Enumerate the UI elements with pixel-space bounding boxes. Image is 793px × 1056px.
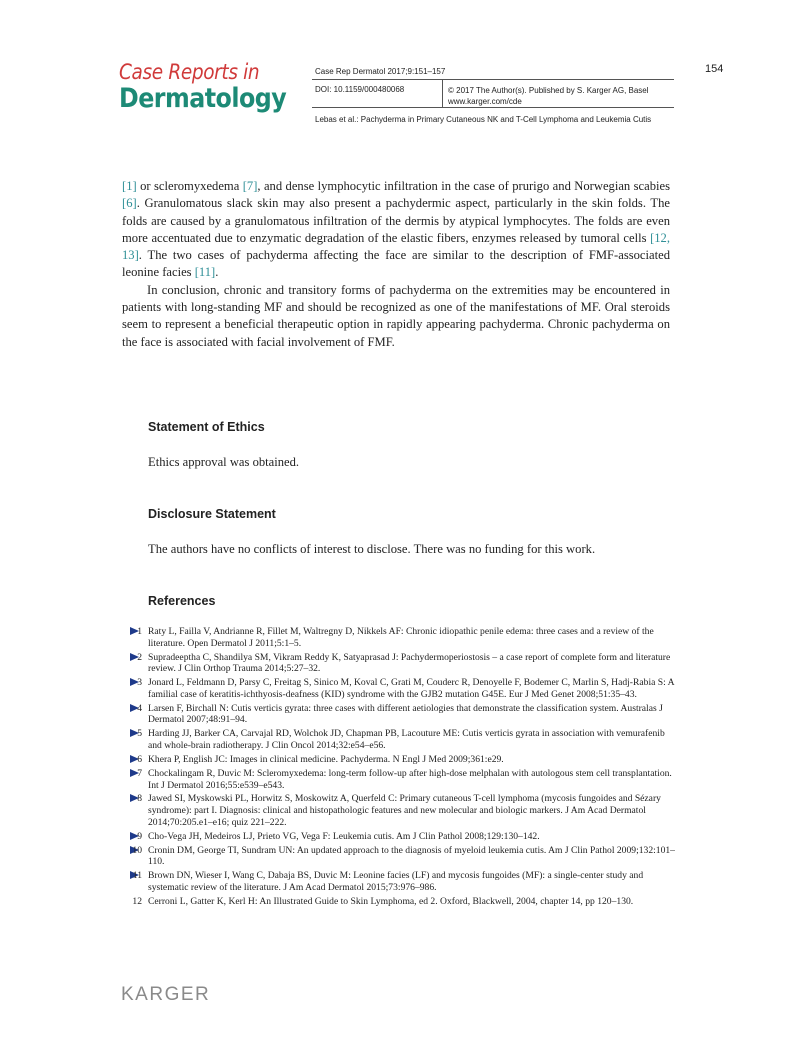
reference-item xyxy=(118,677,678,700)
reference-text: Cerroni L, Gatter K, Kerl H: An Illustrated Guide to Skin Lymphoma, ed 2. Oxford, Blackwell, 2004, chapter 14, pp 120–130. xyxy=(148,895,634,907)
body-text xyxy=(122,178,670,351)
reference-text: Supradeeptha C, Shandilya SM, Vikram Reddy K, Satyaprasad J: Pachydermoperiostosis – a case report of complete form and literature review. J Clin Orthop Trauma 2014;5:27–32. xyxy=(148,651,671,675)
publisher-logo: KARGER xyxy=(121,984,211,1005)
journal-reference: Case Rep Dermatol 2017;9:151–157 xyxy=(315,67,446,76)
reference-number: 4 xyxy=(137,702,142,714)
reference-marker xyxy=(118,652,148,675)
reference-number: 9 xyxy=(137,830,142,842)
paragraph-text: . Granulomatous slack skin may also present a pachydermic aspect, particularly in the skin folds. The folds are caused by a granulomatous infiltration of the dermis by atypical lymphocytes. The folds are even more accentuated due to enzymatic degradation of the elastic fibers, enzymes released by tumoral cells xyxy=(122,196,670,245)
reference-item xyxy=(118,703,678,726)
logo-line-2: Dermatology xyxy=(119,83,287,114)
header-divider-bottom xyxy=(312,107,674,108)
paragraph-text: . The two cases of pachyderma affecting the face are similar to the description of FMF-associated leonine facies xyxy=(122,248,670,280)
reference-marker xyxy=(118,845,148,868)
reference-text: Larsen F, Birchall N: Cutis verticis gyrata: three cases with different aetiologies that demonstrate the classification system. Australas J Dermatol 2007;48:91–94. xyxy=(148,702,663,726)
reference-item xyxy=(118,728,678,751)
ethics-text: Ethics approval was obtained. xyxy=(148,455,300,469)
reference-marker xyxy=(118,677,148,700)
reference-number: 11 xyxy=(132,870,142,882)
reference-item xyxy=(118,870,678,893)
header-divider-top xyxy=(312,79,674,80)
reference-number: 5 xyxy=(137,728,142,740)
reference-marker xyxy=(118,768,148,791)
header-column-divider xyxy=(442,80,443,107)
reference-number: 3 xyxy=(137,677,142,689)
reference-text: Chockalingam R, Duvic M: Scleromyxedema: long-term follow-up after high-dose melphalan with autologous stem cell transplantation. Int J Dermatol 2016;55:e539–e543. xyxy=(148,767,672,791)
logo-line-1: Case Reports in xyxy=(119,60,260,84)
reference-list xyxy=(118,626,678,910)
journal-logo xyxy=(119,60,294,114)
reference-marker xyxy=(118,870,148,893)
doi-text[interactable]: DOI: 10.1159/000480068 xyxy=(315,85,405,94)
reference-text: Raty L, Failla V, Andrianne R, Fillet M, Waltregny D, Nikkels AF: Chronic idiopathic penile edema: three cases and a review of the literature. Open Dermatol J 2011;5:1–5. xyxy=(148,626,654,649)
reference-number: 10 xyxy=(132,844,142,856)
reference-marker xyxy=(118,793,148,828)
reference-number: 2 xyxy=(137,651,142,663)
reference-marker xyxy=(118,728,148,751)
paragraph-discussion xyxy=(122,178,670,282)
reference-text: Jonard L, Feldmann D, Parsy C, Freitag S, Sinico M, Koval C, Grati M, Couderc R, Denoyelle F, Bodemer C, Marlin S, Hadj-Rabia S: A familial case of keratitis-ichthyosis-deafness (KID) syndrome with the GJB2 mutation G45E. Eur J Med Genet 2008;51:35–43. xyxy=(148,677,675,700)
reference-item xyxy=(118,793,678,828)
reference-number: 7 xyxy=(137,767,142,779)
running-title: Lebas et al.: Pachyderma in Primary Cutaneous NK and T-Cell Lymphoma and Leukemia Cutis xyxy=(315,115,652,124)
citation-link[interactable]: [1] xyxy=(122,179,137,193)
reference-marker xyxy=(118,626,148,649)
ethics-heading: Statement of Ethics xyxy=(148,420,265,434)
reference-text: Cronin DM, George TI, Sundram UN: An updated approach to the diagnosis of myeloid leukemia cutis. Am J Clin Pathol 2009;132:101–110. xyxy=(148,844,675,868)
reference-marker xyxy=(118,754,148,766)
reference-marker xyxy=(118,703,148,726)
reference-text: Jawed SI, Myskowski PL, Horwitz S, Moskowitz A, Querfeld C: Primary cutaneous T-cell lymphoma (mycosis fungoides and Sézary syndrome): part I. Diagnosis: clinical and histopathologic features and new molecular and biologic markers. J Am Acad Dermatol 2014;70:205.e1–e16; quiz 221–222. xyxy=(148,793,661,828)
citation-link[interactable]: [11] xyxy=(194,265,216,280)
reference-item xyxy=(118,652,678,675)
reference-marker xyxy=(118,896,148,908)
reference-number: 8 xyxy=(137,793,142,805)
citation-link[interactable]: [7] xyxy=(242,179,258,193)
disclosure-heading: Disclosure Statement xyxy=(148,507,276,521)
reference-number: 6 xyxy=(137,753,142,765)
reference-text: Khera P, English JC: Images in clinical medicine. Pachyderma. N Engl J Med 2009;361:e29. xyxy=(148,753,504,765)
reference-item xyxy=(118,831,678,843)
reference-number: 12 xyxy=(132,895,142,907)
citation-link[interactable]: [12, 13] xyxy=(122,230,670,263)
references-heading: References xyxy=(148,594,216,608)
reference-text: Brown DN, Wieser I, Wang C, Dabaja BS, Duvic M: Leonine facies (LF) and mycosis fungoides (MF): a single-center study and systematic review of the literature. J Am Acad Dermatol 2015;73:976–986. xyxy=(148,870,644,893)
paragraph-text: , and dense lymphocytic infiltration in the case of prurigo and Norwegian scabies xyxy=(257,179,670,193)
reference-item xyxy=(118,896,678,908)
reference-item xyxy=(118,768,678,791)
page-number: 154 xyxy=(705,63,724,75)
citation-link[interactable]: [6] xyxy=(122,196,137,211)
paragraph-text: . xyxy=(215,265,219,280)
paragraph-text: or scleromyxedema xyxy=(136,179,243,193)
paragraph-conclusion: In conclusion, chronic and transitory forms of pachyderma on the extremities may be encountered in patients with long-standing MF and should be recognized as one of the manifestations of MF. Oral steroids seem to represent a beneficial therapeutic option in rapidly appearing pachyderma. Chronic pachyderma on the face is associated with facial involvement of FMF. xyxy=(122,282,670,349)
reference-text: Cho-Vega JH, Medeiros LJ, Prieto VG, Vega F: Leukemia cutis. Am J Clin Pathol 2008;129:130–142. xyxy=(148,830,540,842)
reference-item xyxy=(118,626,678,649)
reference-marker xyxy=(118,831,148,843)
reference-item xyxy=(118,845,678,868)
reference-text: Harding JJ, Barker CA, Carvajal RD, Wolchok JD, Chapman PB, Lacouture ME: Cutis verticis gyrata in association with vemurafenib and whole-brain radiotherapy. J Clin Oncol 2014;32:e54–e56. xyxy=(148,728,665,752)
disclosure-text: The authors have no conflicts of interest to disclose. There was no funding for this work. xyxy=(148,542,596,556)
copyright-text: © 2017 The Author(s). Published by S. Karger AG, Basel www.karger.com/cde xyxy=(448,86,649,106)
reference-number: 1 xyxy=(137,626,142,637)
reference-item xyxy=(118,754,678,766)
